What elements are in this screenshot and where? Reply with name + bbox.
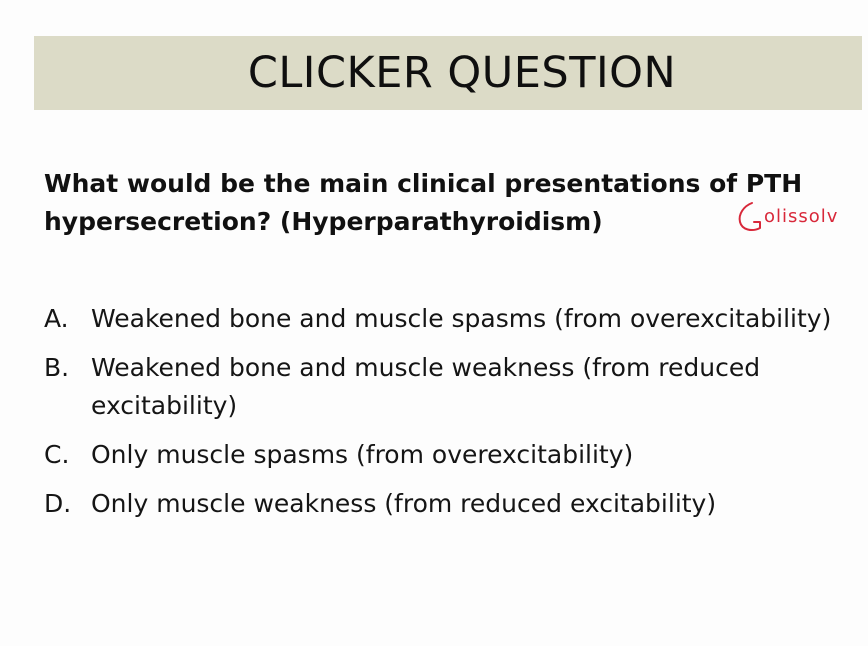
answer-text: Only muscle spasms (from overexcitability): [91, 440, 634, 469]
answer-letter: D.: [44, 489, 72, 518]
annotation-text: olissolv: [764, 206, 839, 227]
answer-text: Only muscle weakness (from reduced excitability): [91, 489, 717, 518]
answer-letter: C.: [44, 440, 70, 469]
answer-letter: A.: [44, 304, 69, 333]
answer-text: Weakened bone and muscle weakness (from reduced excitability): [91, 353, 761, 420]
slide-title: CLICKER QUESTION: [247, 48, 677, 98]
answer-text: Weakened bone and muscle spasms (from overexcitability): [91, 304, 832, 333]
answer-letter: B.: [44, 353, 70, 382]
question-text: What would be the main clinical presentations of PTH hypersecretion? (Hyperparathyroidism): [44, 169, 803, 236]
